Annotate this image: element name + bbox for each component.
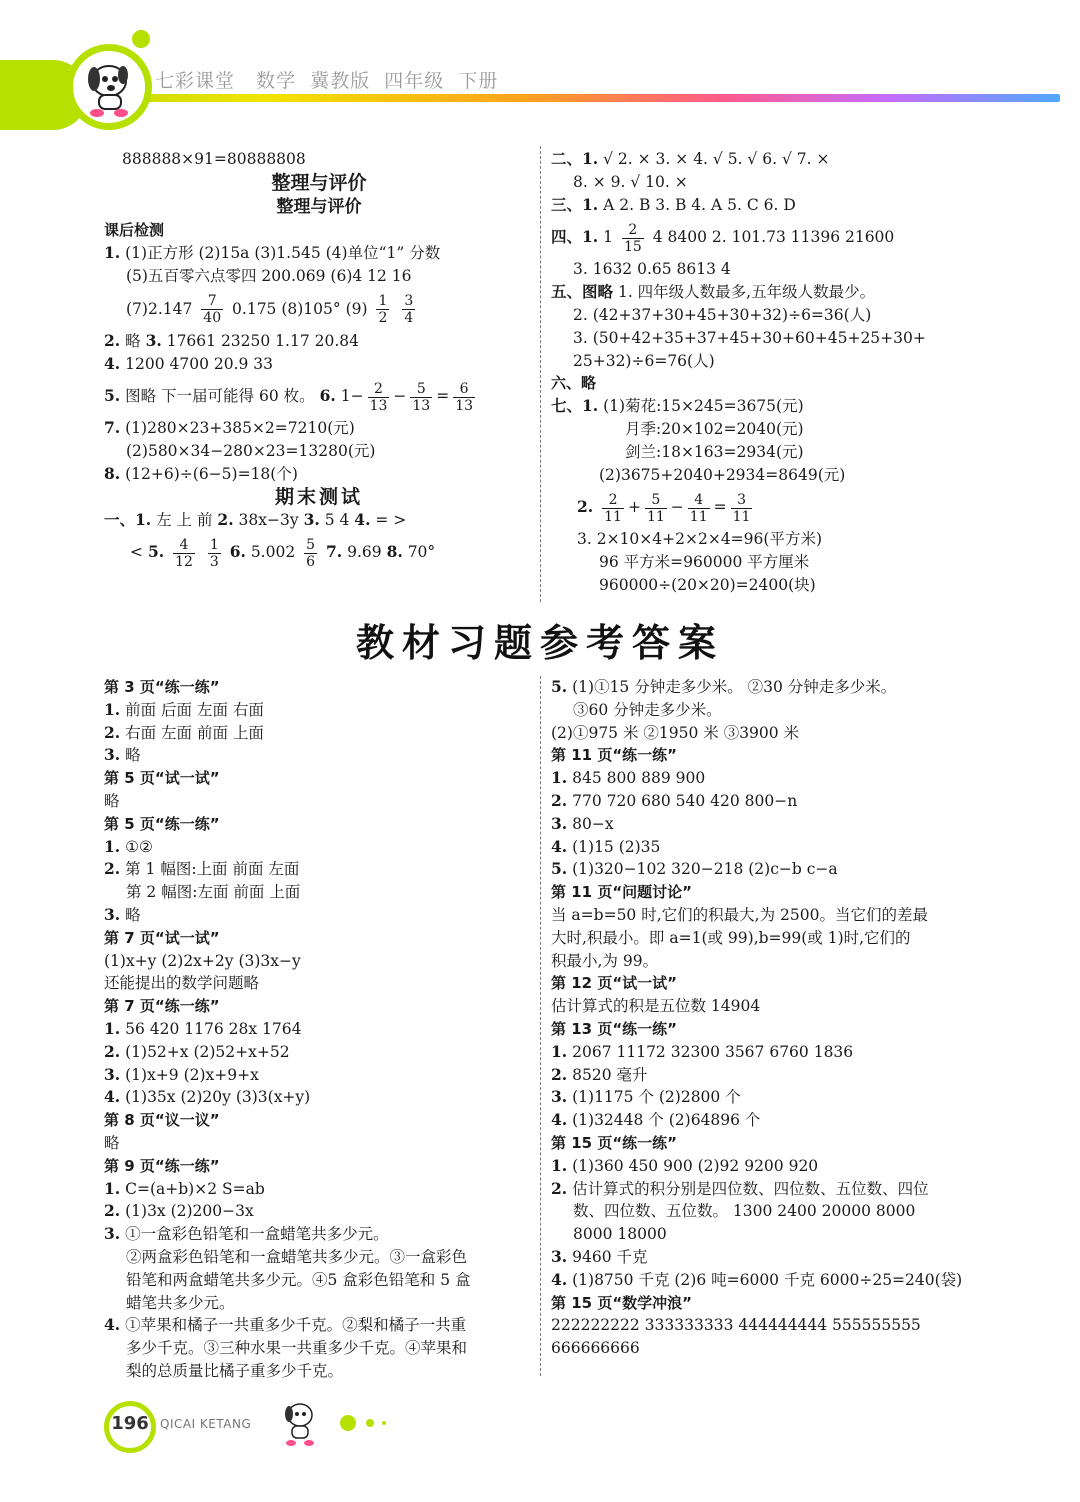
answer-line: 铅笔和两盒蜡笔共多少元。④5 盒彩色铅笔和 5 盒 [126, 1270, 471, 1289]
answer-line: 剑兰:18×163=2934(元) [625, 442, 804, 461]
answer-line: 25+32)÷6=76(人) [573, 351, 715, 370]
answer-line: 4. (1)35x (2)20y (3)3(x+y) [104, 1087, 311, 1107]
exercise-heading: 第 13 页“练一练” [551, 1019, 678, 1038]
brand-label: QICAI KETANG [160, 1417, 252, 1431]
exercise-heading: 第 12 页“试一试” [551, 974, 678, 993]
answer-line: 3. 2×10×4+2×2×4=96(平方米) [577, 530, 822, 549]
exam-title: 期末测试 [274, 485, 363, 508]
answer-line: 4. (1)8750 千克 (2)6 吨=6000 千克 6000÷25=240(袋) [551, 1269, 963, 1289]
answer-line: 3. 略 [104, 745, 141, 765]
exercise-heading: 第 7 页“试一试” [104, 928, 220, 947]
answer-line: 4. (1)15 (2)35 [551, 836, 661, 856]
exercise-heading: 第 5 页“练一练” [104, 814, 220, 833]
answer-line: 4. 1200 4700 20.9 33 [104, 353, 274, 373]
exercise-heading: 第 7 页“练一练” [104, 997, 220, 1016]
answer-line: 960000÷(20×20)=2400(块) [599, 575, 816, 594]
answer-line: 3. 1632 0.65 8613 4 [573, 260, 731, 279]
answer-line: 六、略 [551, 374, 597, 393]
page-number: 196 [111, 1413, 149, 1434]
answer-line: 2. (1)3x (2)200−3x [104, 1201, 254, 1221]
lower-right-column [551, 676, 981, 1360]
section-heading: 整理与评价 [271, 171, 367, 194]
answer-line: 5. (1)①15 分钟走多少米。 ②30 分钟走多少米。 [551, 677, 897, 696]
answer-line-fractions: 四、1. 1 $\frac{2}{15}$ 4 8400 2. 101.73 11396 21600 [551, 221, 895, 255]
fraction: $\frac{2}{13}$ [369, 380, 388, 414]
answer-line: 2. (1)52+x (2)52+x+52 [104, 1041, 290, 1061]
answer-line: 三、1. A 2. B 3. B 4. A 5. C 6. D [551, 194, 796, 214]
fraction: $\frac{5}{11}$ [646, 491, 665, 525]
answer-line: 8000 18000 [573, 1225, 667, 1244]
answer-line: 1. 56 420 1176 28x 1764 [104, 1018, 302, 1038]
answer-line: 略 [104, 1133, 120, 1152]
sub-heading: 课后检测 [104, 221, 165, 240]
fraction: $\frac{3}{4}$ [404, 293, 414, 327]
answer-line: 666666666 [551, 1339, 640, 1358]
answer-line: 积最小,为 99。 [551, 951, 659, 970]
answer-line: 1. 845 800 889 900 [551, 768, 706, 788]
exercise-heading: 第 5 页“试一试” [104, 769, 220, 788]
fraction: $\frac{7}{40}$ [203, 293, 222, 327]
answer-line: 3. ①一盒彩色铅笔和一盒蜡笔共多少元。 [104, 1224, 389, 1244]
fraction: $\frac{4}{11}$ [689, 491, 708, 525]
answer-line-fractions: (7)2.147 $\frac{7}{40}$ 0.175 (8)105° (9) $\frac{1}{2}$ $\frac{3}{4}$ [126, 293, 414, 327]
answer-line: (2)3675+2040+2934=8649(元) [599, 465, 846, 484]
dog-mascot-icon [73, 51, 145, 123]
answer-line: 8. (12+6)÷(6−5)=18(个) [104, 463, 298, 483]
fraction: $\frac{3}{11}$ [732, 491, 751, 525]
answer-line-fractions: 2. $\frac{2}{11}$ + $\frac{5}{11}$ − $\frac{4}{11}$ = $\frac{3}{11}$ [577, 491, 751, 525]
answer-line: (2)580×34−280×23=13280(元) [126, 442, 376, 461]
page-footer [0, 1395, 1080, 1475]
answer-line: 二、1. √ 2. × 3. × 4. √ 5. √ 6. √ 7. × [551, 149, 830, 168]
fraction: $\frac{5}{13}$ [412, 380, 431, 414]
fraction: $\frac{6}{13}$ [455, 380, 474, 414]
answer-line: 3. (50+42+35+37+45+30+60+45+25+30+ [573, 328, 926, 347]
lower-left-column [104, 676, 534, 1383]
decor-dot [340, 1415, 356, 1431]
answer-line: 七、1. (1)菊花:15×245=3675(元) [551, 396, 804, 416]
answer-line: 1. ①② [104, 836, 153, 856]
upper-left-column [104, 148, 534, 573]
decor-dot [382, 1421, 386, 1425]
answer-line: 还能提出的数学问题略 [104, 974, 260, 993]
exercise-heading: 第 8 页“议一议” [104, 1111, 220, 1130]
fraction: $\frac{2}{15}$ [623, 221, 642, 255]
dog-mascot-icon [272, 1395, 332, 1455]
exercise-heading: 第 9 页“练一练” [104, 1156, 220, 1175]
fraction: $\frac{5}{6}$ [306, 536, 316, 570]
answer-line: 多少千克。③三种水果一共重多少千克。④苹果和 [126, 1339, 468, 1358]
answer-line: 3. (1)1175 个 (2)2800 个 [551, 1087, 741, 1107]
main-title: 教材习题参考答案 [355, 621, 724, 665]
answer-line: 2. (42+37+30+45+30+32)÷6=36(人) [573, 305, 872, 324]
answer-line: 1. 前面 后面 左面 右面 [104, 699, 264, 719]
answer-line: (2)①975 米 ②1950 米 ③3900 米 [551, 723, 800, 742]
answer-line: 梨的总质量比橘子重多少千克。 [126, 1361, 344, 1380]
answer-line: 3. 9460 千克 [551, 1246, 648, 1266]
exercise-heading: 第 11 页“练一练” [551, 746, 678, 765]
answer-line: 1. 2067 11172 32300 3567 6760 1836 [551, 1041, 854, 1061]
answer-line-fractions: < 5. $\frac{4}{12}$ $\frac{1}{3}$ 6. 5.002 $\frac{5}{6}$ 7. 9.69 8. 70° [130, 536, 436, 570]
exercise-heading: 第 15 页“练一练” [551, 1133, 678, 1152]
answer-line: 2. 第 1 幅图:上面 前面 左面 [104, 859, 300, 879]
answer-line: 2. 略 3. 17661 23250 1.17 20.84 [104, 330, 359, 350]
answer-line: 2. 770 720 680 540 420 800−n [551, 790, 798, 810]
answer-line: 1. (1)360 450 900 (2)92 9200 920 [551, 1155, 819, 1175]
answer-line: 8. × 9. √ 10. × [573, 172, 688, 191]
answer-line: 3. (1)x+9 (2)x+9+x [104, 1064, 259, 1084]
answer-line: 2. 右面 左面 前面 上面 [104, 722, 264, 742]
answer-line: 222222222 333333333 444444444 555555555 [551, 1316, 921, 1335]
answer-line: 2. 8520 毫升 [551, 1064, 648, 1084]
answer-line: 4. ①苹果和橘子一共重多少千克。②梨和橘子一共重 [104, 1315, 467, 1335]
answer-line: 2. 估计算式的积分别是四位数、四位数、五位数、四位 [551, 1178, 929, 1198]
answer-line-fractions: 5. 图略 下一届可能得 60 枚。 6. 1− $\frac{2}{13}$ − $\frac{5}{13}$ = $\frac{6}{13}$ [104, 380, 474, 414]
header-title: 七彩课堂 数学 冀教版 四年级 下册 [155, 70, 499, 92]
decor-dot [366, 1419, 374, 1427]
answer-line: 4. (1)32448 个 (2)64896 个 [551, 1110, 761, 1130]
answer-line: 3. 80−x [551, 813, 614, 833]
section-subheading: 整理与评价 [276, 196, 362, 217]
upper-right-column [551, 148, 981, 597]
header-dot [132, 30, 150, 48]
answer-line: 1. C=(a+b)×2 S=ab [104, 1178, 265, 1198]
fraction: $\frac{1}{2}$ [378, 293, 388, 327]
answer-line: 估计算式的积是五位数 14904 [551, 997, 761, 1016]
exercise-heading: 第 15 页“数学冲浪” [551, 1293, 693, 1312]
answer-line: 月季:20×102=2040(元) [625, 419, 804, 438]
answer-line: 3. 略 [104, 904, 141, 924]
answer-line: 蜡笔共多少元。 [126, 1293, 235, 1312]
answer-line: ③60 分钟走多少米。 [573, 700, 722, 719]
answer-line: 第 2 幅图:左面 前面 上面 [126, 883, 301, 902]
exercise-heading: 第 11 页“问题讨论” [551, 883, 693, 902]
answer-line: 略 [104, 791, 120, 810]
mascot-badge [66, 44, 152, 130]
rainbow-bar [0, 94, 1060, 102]
answer-line: 当 a=b=50 时,它们的积最大,为 2500。当它们的差最 [551, 905, 928, 924]
column-divider [540, 676, 541, 1376]
exercise-heading: 第 3 页“练一练” [104, 678, 220, 696]
answer-line: 一、1. 左 上 前 2. 38x−3y 3. 5 4 4. = > [104, 509, 407, 529]
answer-line: ②两盒彩色铅笔和一盒蜡笔共多少元。③一盒彩色 [126, 1247, 468, 1266]
answer-line: 大时,积最小。即 a=1(或 99),b=99(或 1)时,它们的 [551, 928, 911, 947]
answer-line: 888888×91=80888808 [122, 150, 306, 168]
answer-line: (1)x+y (2)2x+2y (3)3x−y [104, 951, 301, 970]
answer-line: 7. (1)280×23+385×2=7210(元) [104, 418, 355, 438]
answer-line: 1. (1)正方形 (2)15a (3)1.545 (4)单位“1” 分数 [104, 243, 441, 263]
fraction: $\frac{2}{11}$ [604, 491, 622, 525]
page-header [0, 0, 1080, 140]
answer-line: (5)五百零六点零四 200.069 (6)4 12 16 [126, 266, 412, 285]
answer-line: 5. (1)320−102 320−218 (2)c−b c−a [551, 859, 838, 879]
fraction: $\frac{1}{3}$ [209, 536, 219, 570]
fraction: $\frac{4}{12}$ [175, 536, 193, 570]
answer-line: 数、四位数、五位数。 1300 2400 20000 8000 [573, 1202, 916, 1221]
answer-line: 96 平方米=960000 平方厘米 [599, 553, 810, 572]
answer-line: 五、图略 1. 四年级人数最多,五年级人数最少。 [551, 282, 876, 302]
column-divider [540, 146, 541, 602]
